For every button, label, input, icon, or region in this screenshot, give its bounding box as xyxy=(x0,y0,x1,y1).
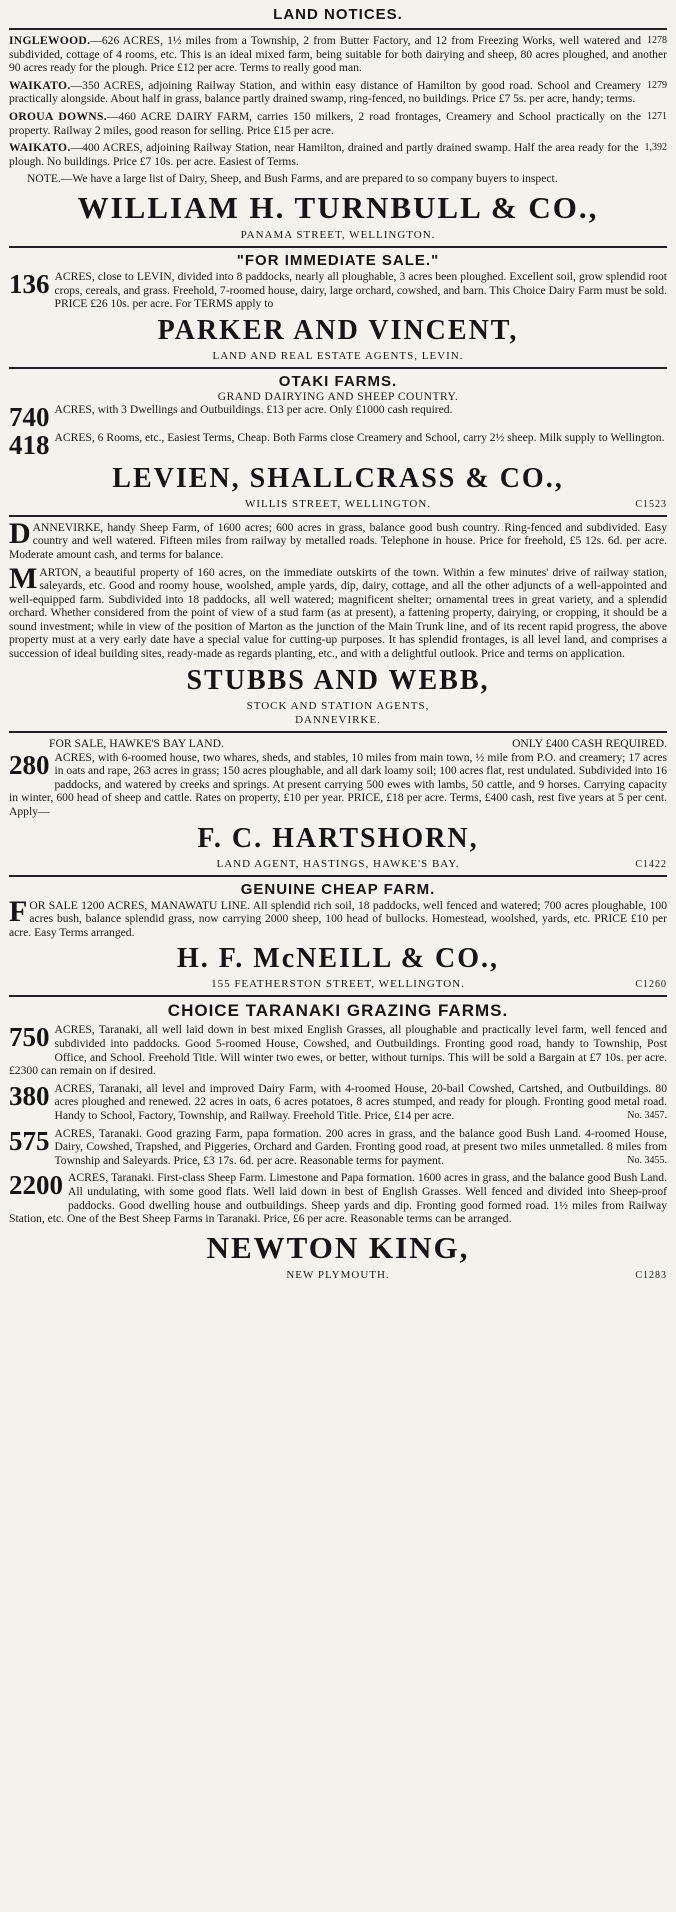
king-title: CHOICE TARANAKI GRAZING FARMS. xyxy=(167,1001,509,1021)
stubbs-advert xyxy=(9,516,667,727)
stubbs-ad-marton xyxy=(9,561,667,661)
header-rule xyxy=(9,28,667,30)
ad-body: ANNEVIRKE, handy Sheep Farm, of 1600 acres; 600 acres in grass, balance good bush country. Ring-fenced and subdivided. Easy country and well watered. Fifteen miles from railway by metalled roads. Telephone in house. Price for freehold, £5 12s. 6d. per acre. Moderate amount cash, and terms for balance. xyxy=(9,520,667,561)
turnbull-address: PANAMA STREET, WELLINGTON. xyxy=(240,228,436,241)
mcneill-advert xyxy=(9,881,667,992)
ad-body: ARTON, a beautiful property of 160 acres, on the immediate outskirts of the town. Within a few minutes' drive of railway station, saleyards, etc. Good and roomy house, woolshed, ample yards, dip, dairy, cottage, and all the other adjuncts of a well-appointed and well-equipped farm. Subdivided into 18 paddocks, all well watered; magnificent shelter; ornamental trees in great variety, and a splendid orchard. Whether considered from the point of view of a stud farm (as at present), a fattening property, dairying, or cropping, it should be a sound investment; while in view of the position of Marton as the junction of the Main Trunk line, and of its recent rapid progress, the above property must at a very early date have a special value for cutting-up purposes. It has splendid frontages, is all level land, and comprises a succession of ideal building sites, ready-made as regards planting, etc., and with a delightful outlook. Price and terms on application. xyxy=(9,565,667,661)
mcneill-title: GENUINE CHEAP FARM. xyxy=(240,880,436,898)
drop-cap: M xyxy=(9,561,38,595)
stubbs-subtitle: STOCK AND STATION AGENTS, xyxy=(246,699,430,712)
stubbs-ad-dannevirke xyxy=(9,516,667,562)
acre-number: 380 xyxy=(9,1080,50,1111)
parker-firm-name: PARKER AND VINCENT, xyxy=(157,314,519,346)
drop-cap: D xyxy=(9,516,31,550)
ad-body: ACRES, with 3 Dwellings and Outbuildings. £13 per acre. Only £1000 cash required. xyxy=(54,402,453,416)
section-rule xyxy=(9,367,667,369)
turnbull-advert xyxy=(9,34,667,242)
ad-body: —350 ACRES, adjoining Railway Station, and within easy distance of Hamilton by good road. School and Creamery practically alongside. About half in grass, balance partly drained swamp, ring-fenced, no buildings. Price £7 5s. per acre, handy; terms. xyxy=(9,78,641,106)
ad-body: ACRES, Taranaki, all well laid down in best mixed English Grasses, all ploughable and practically level farm, well fenced and subdivided into paddocks. Good 5-roomed House, Cowshed, and Outbuildings. Fronting good road, handy to Township, Post Office, and School. Freehold Title. Will winter two ewes, or better, without turnips. This will be sold a Bargain at £7 10s. per acre. £2300 can remain on if desired. xyxy=(9,1023,667,1078)
levien-address: WILLIS STREET, WELLINGTON. xyxy=(244,497,432,510)
mcneill-firm-name: H. F. McNEILL & CO., xyxy=(176,943,500,975)
king-firm-name: NEWTON KING, xyxy=(206,1229,470,1265)
ad-lead: INGLEWOOD. xyxy=(9,34,91,47)
ad-ref: 1,392 xyxy=(644,142,667,154)
hartshorn-address-row xyxy=(9,857,667,871)
ad-ref: C1422 xyxy=(635,858,667,870)
parker-title: "FOR IMMEDIATE SALE." xyxy=(236,251,440,269)
apply-label: Apply— xyxy=(9,805,50,819)
mcneill-address-row xyxy=(9,977,667,991)
parker-address: LAND AND REAL ESTATE AGENTS, LEVIN. xyxy=(212,349,464,362)
levien-subtitle: GRAND DAIRYING AND SHEEP COUNTRY. xyxy=(217,390,459,403)
acre-number: 2200 xyxy=(9,1170,63,1201)
acre-number: 575 xyxy=(9,1125,50,1156)
ad-ref: C1523 xyxy=(635,498,667,510)
king-ad-2200 xyxy=(9,1171,667,1225)
king-advert xyxy=(9,1001,667,1281)
acre-number: 418 xyxy=(9,429,50,460)
king-address-row xyxy=(9,1268,667,1282)
acre-number: 136 xyxy=(9,268,50,299)
ad-ref: C1260 xyxy=(635,979,667,991)
acre-number: 750 xyxy=(9,1022,50,1053)
levien-firm-name: LEVIEN, SHALLCRASS & CO., xyxy=(112,462,564,494)
turnbull-note: NOTE.—We have a large list of Dairy, Sheep, and Bush Farms, and are prepared to so company buyers to inspect. xyxy=(27,172,558,186)
levien-title: OTAKI FARMS. xyxy=(278,372,398,390)
turnbull-firm-name: WILLIAM H. TURNBULL & CO., xyxy=(77,189,599,225)
parker-advert xyxy=(9,252,667,363)
drop-cap: F xyxy=(9,894,28,928)
king-address: NEW PLYMOUTH. xyxy=(286,1268,390,1281)
ad-body: ACRES, Taranaki. First-class Sheep Farm. Limestone and Papa formation. 1600 acres in grass, and the balance good Bush Land. All undulating, with some good flats. Well laid down in best of English Grasses. Well fenced and divided into Sheep-proof paddocks. Good dwelling house and outbuildings. Sheep yards and dip. Fronting good formed road. 1½ miles from Railway Station, etc. One of the Best Sheep Farms in Taranaki. Price, £6 per acre. Reasonable terms can be arranged. xyxy=(9,1171,667,1226)
turnbull-ad-inglewood xyxy=(9,34,667,75)
ad-body: OR SALE 1200 ACRES, MANAWATU LINE. All splendid rich soil, 18 paddocks, well fenced and watered; 700 acres ploughable, 100 acres bush, balance splendid grass, now carrying 2000 sheep, 100 head of bullocks. Homestead, woolshed, yards, etc. PRICE £10 per acre. Easy Terms arranged. xyxy=(9,898,667,939)
turnbull-ad-oroua xyxy=(9,110,667,137)
ad-lead: WAIKATO. xyxy=(9,141,71,155)
hartshorn-firm-name: F. C. HARTSHORN, xyxy=(197,822,479,854)
ad-ref: No. 3455. xyxy=(627,1154,667,1166)
ad-body: ACRES, with 6-roomed house, two whares, sheds, and stables, 10 miles from main town, ½ mile from P.O. and creamery; 17 acres in oats and rape, 263 acres in grass; 150 acres ploughable, and all dark loamy soil; 100 acres flat, rest undulated. Subdivided into 16 paddocks, and watered by creeks and springs. At present carrying 500 ewes with lambs, 50 cattle, and 9 horses. Carrying capacity in winter, 600 head of sheep and cattle. Rates on property, £10 per year. PRICE, £18 per acre. Terms, £400 cash, rest five years at 5 per cent. xyxy=(9,750,667,805)
section-rule xyxy=(9,875,667,877)
mcneill-address: 155 FEATHERSTON STREET, WELLINGTON. xyxy=(211,978,465,991)
section-rule xyxy=(9,515,667,517)
ad-body: —460 ACRE DAIRY FARM, carries 150 milkers, 2 road frontages, Creamery and School practically on the property. Railway 2 miles, good reason for selling. Price £15 per acre. xyxy=(9,109,641,137)
ad-ref: C1283 xyxy=(635,1269,667,1281)
acre-number: 280 xyxy=(9,749,50,780)
ad-lead: OROUA DOWNS. xyxy=(9,109,107,123)
acre-number: 740 xyxy=(9,401,50,432)
ad-body: ACRES, close to LEVIN, divided into 8 paddocks, nearly all ploughable, 3 acres been ploughed. Excellent soil, grow splendid root crops, cereals, and grass. Freehold, 7-roomed house, dairy, large orchard, cowshed, and barn. This Choice Dairy Farm must be sold. PRICE £26 10s. per acre. For TERMS apply to xyxy=(54,269,667,311)
section-rule xyxy=(9,995,667,997)
king-ad-575 xyxy=(9,1127,667,1168)
hartshorn-address: LAND AGENT, HASTINGS, HAWKE'S BAY. xyxy=(216,857,460,870)
levien-address-row xyxy=(9,497,667,511)
ad-ref: 1278 xyxy=(647,35,667,46)
turnbull-ad-waikato-2 xyxy=(9,141,667,168)
hartshorn-headline xyxy=(9,737,667,751)
headline-left: FOR SALE, HAWKE'S BAY LAND. xyxy=(49,736,224,750)
turnbull-ad-waikato-1 xyxy=(9,79,667,106)
king-ad-380 xyxy=(9,1082,667,1123)
ad-body: ACRES, Taranaki, all level and improved Dairy Farm, with 4-roomed House, 20-bail Cowshed, Cartshed, and Outbuildings. 80 acres ploughed and renewed. 22 acres in oats, 6 acres potatoes, 8 acres stumped, and ready for plough. Fronting good metal road. Handy to School, Factory, Township, and Railway. Freehold Title. Price, £14 per acre. xyxy=(54,1081,667,1122)
stubbs-town: DANNEVIRKE. xyxy=(295,713,381,726)
section-rule xyxy=(9,731,667,733)
ad-body: —626 ACRES, 1½ miles from a Township, 2 from Butter Factory, and 12 from Freezing Works, well watered and subdivided, cottage of 4 rooms, etc. This is an ideal mixed farm, being suitable for both dairying and sheep, 80 acres ploughed, and another 90 acres ready for the plough. Price £12 per acre. Terms to really good man. xyxy=(9,34,667,75)
ad-body: ACRES, 6 Rooms, etc., Easiest Terms, Cheap. Both Farms close Creamery and School, carry 2½ sheep. Milk supply to Wellington. xyxy=(54,430,665,444)
hartshorn-advert xyxy=(9,737,667,871)
levien-advert xyxy=(9,373,667,511)
ad-ref: 1279 xyxy=(647,79,667,91)
ad-lead: WAIKATO. xyxy=(9,78,71,92)
ad-body: —400 ACRES, adjoining Railway Station, near Hamilton, drained and partly drained swamp. Half the area ready for the plough. No buildings. Price £7 10s. per acre. Easiest of Terms. xyxy=(9,141,639,168)
ad-body: ACRES, Taranaki. Good grazing Farm, papa formation. 200 acres in grass, and the balance good Bush Land. 4-roomed House, Dairy, Cowshed, Trapshed, and Piggeries, Orchard and Garden. Fronting good road, at present two miles unmetalled. 8 miles from Township and Saleyards. Price, £3 17s. 6d. per acre. Reasonable terms for payment. xyxy=(54,1126,667,1167)
ad-ref: 1271 xyxy=(647,110,667,122)
king-ad-750 xyxy=(9,1023,667,1077)
stubbs-firm-name: STUBBS AND WEBB, xyxy=(186,664,490,696)
section-rule xyxy=(9,246,667,248)
ad-ref: No. 3457. xyxy=(627,1109,667,1121)
page-header: LAND NOTICES. xyxy=(273,6,403,23)
headline-right: ONLY £400 CASH REQUIRED. xyxy=(512,736,667,750)
